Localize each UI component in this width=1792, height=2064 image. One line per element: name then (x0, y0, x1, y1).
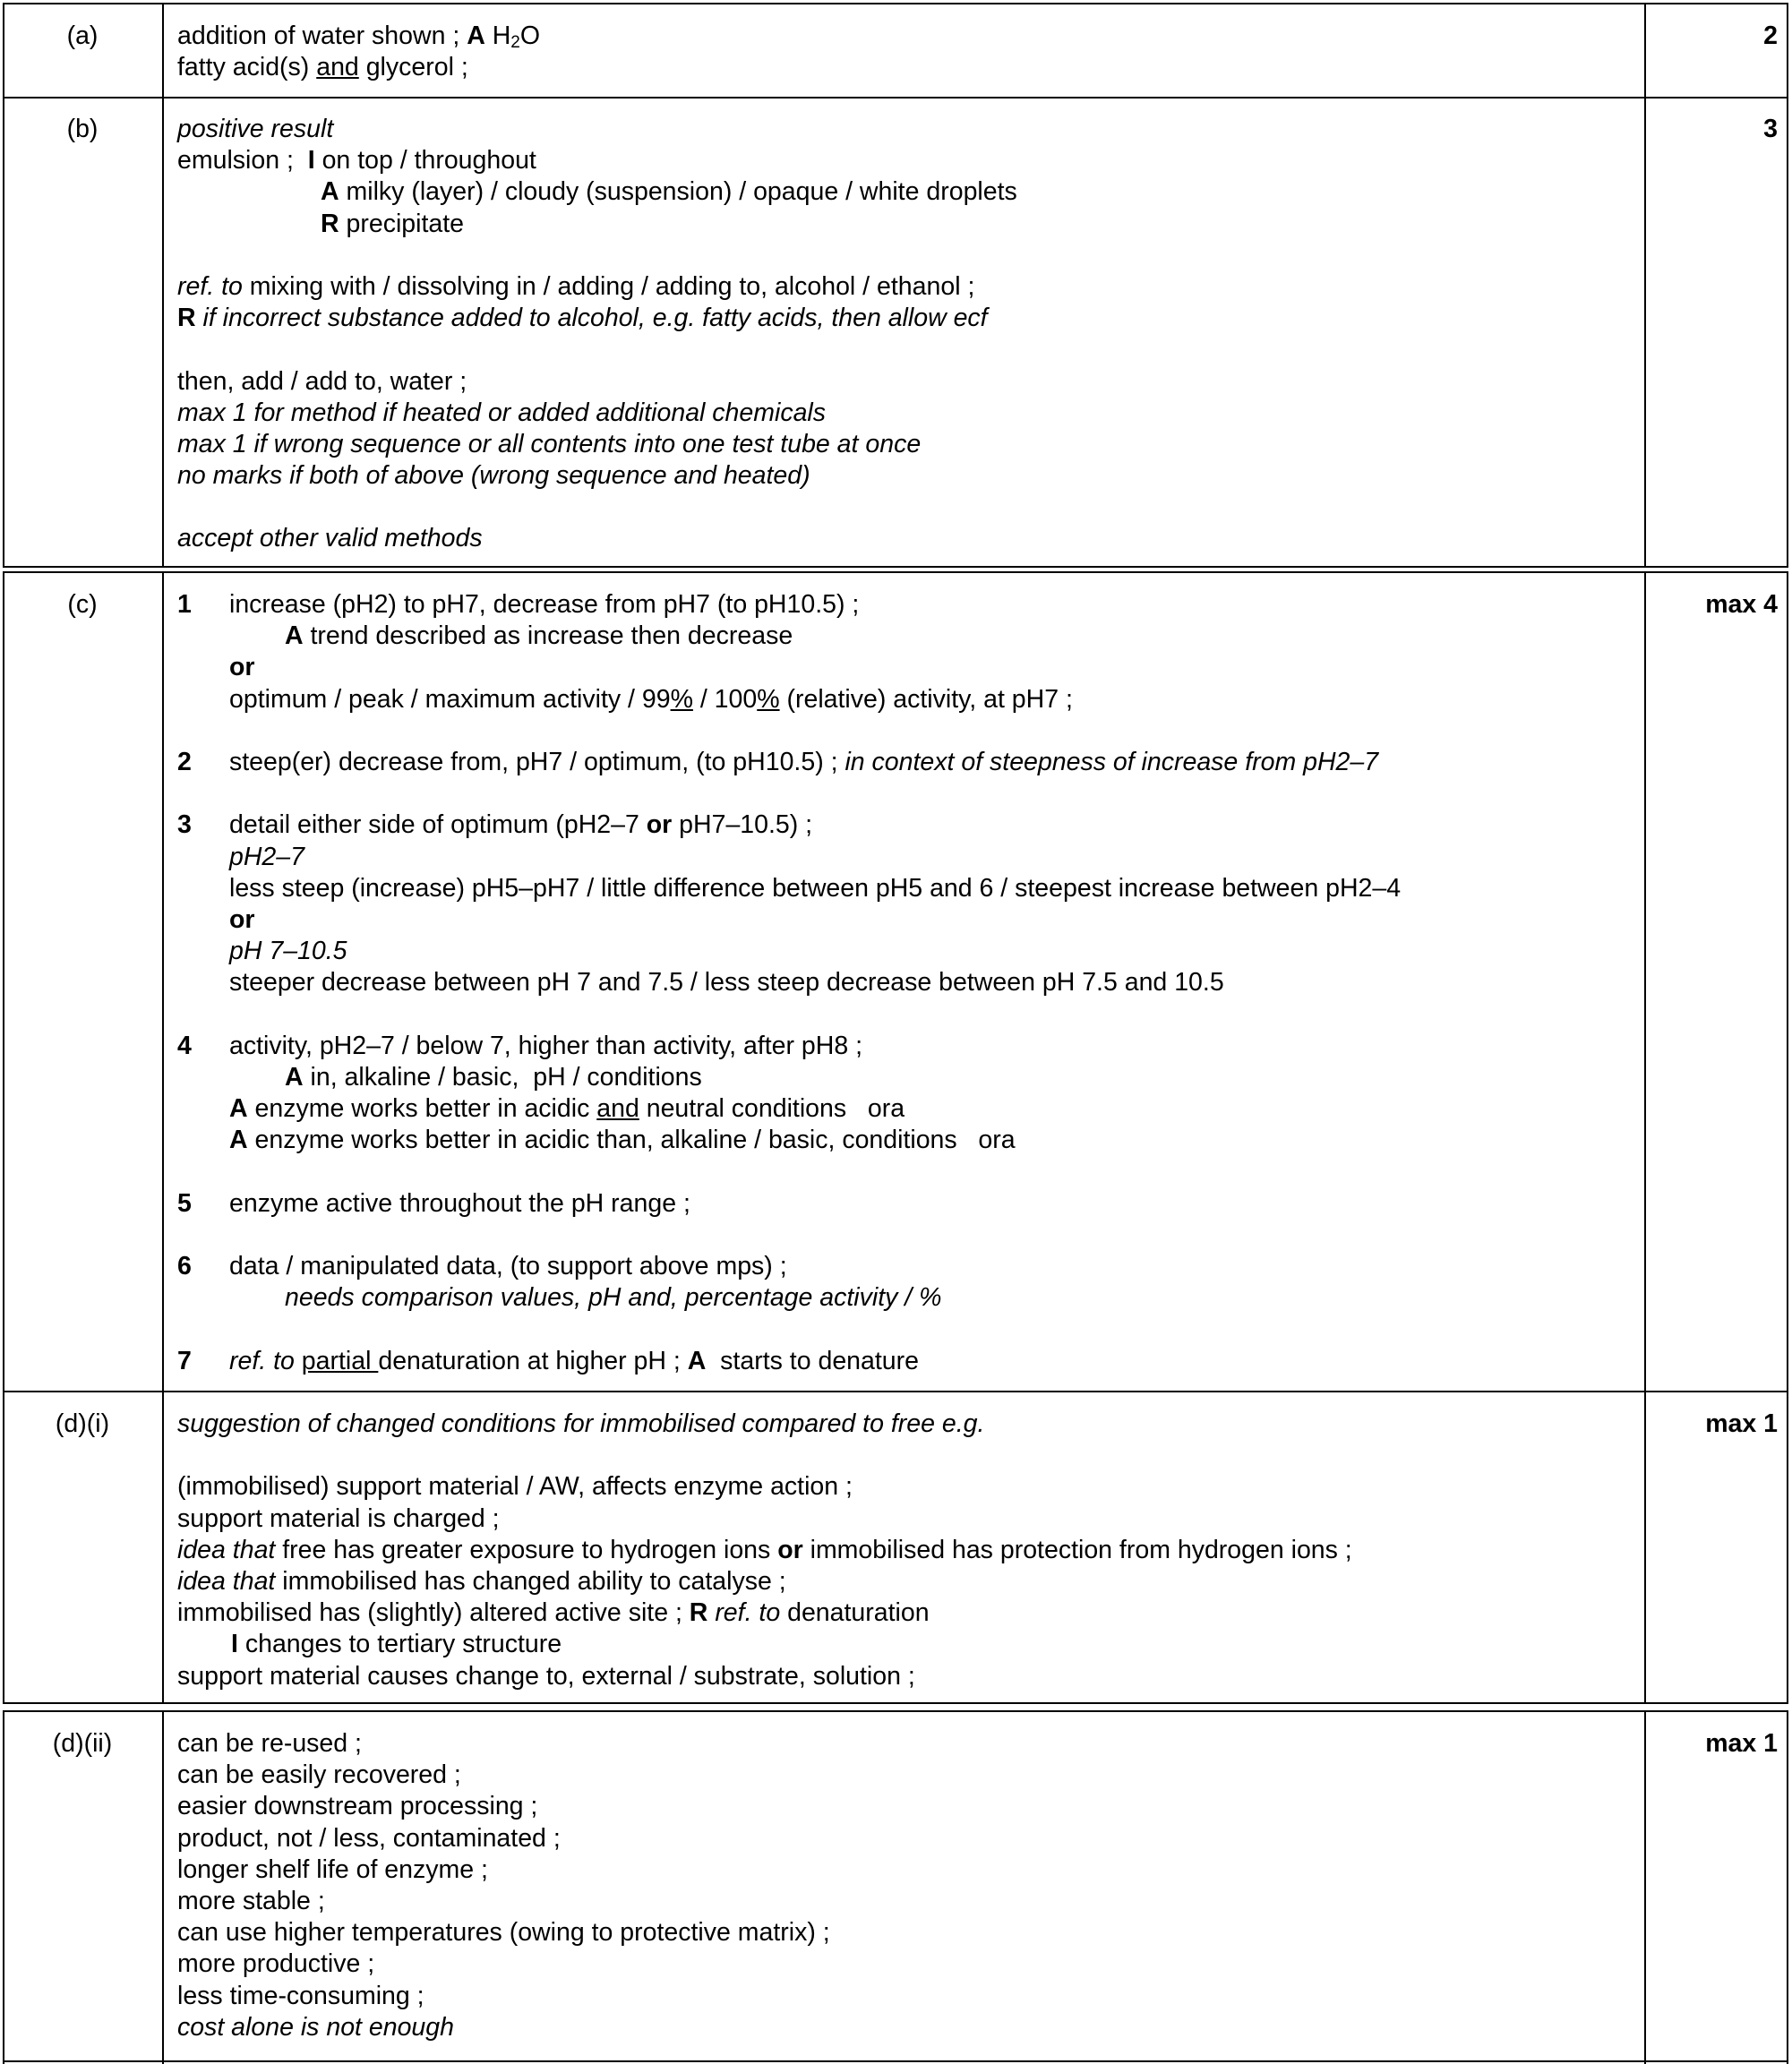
row-label-a: (a) (66, 21, 99, 50)
table-a-b (3, 3, 1788, 568)
table-c-di (3, 571, 1788, 1704)
list-item: can be re-used ; (177, 1729, 362, 1758)
list-item: can use higher temperatures (owing to protective matrix) ; (177, 1918, 830, 1948)
row-label-c: (c) (67, 590, 98, 619)
list-item: longer shelf life of enzyme ; (177, 1854, 488, 1884)
answer-dii (177, 1728, 1637, 2043)
answer-c: 1 increase (pH2) to pH7, decrease from pH7 (to pH10.5) ; A trend described as increase then decrease or optimum / peak / maximum activity / 99% / 100% (relative) activity, at pH7 ; 2 steep(er) decrease from, pH7 / optimum, (to pH10.5) ; in context of steepness of increase from pH2–7 3 detail either side of optimum (pH2–7 or pH7–10.5) ; pH2–7 less steep (increase) pH5–pH7 / little difference between pH5 and 6 / steepest increase between pH2–4 or pH 7–10.5 steeper decrease between pH 7 and 7.5 / less steep decrease between pH 7.5 and 10.5 4 activity, pH2–7 / below 7, higher than activity, after pH8 ; A in, alkaline / basic, pH / conditions A enzyme works better in acidic and neutral conditions ora A enzyme works better in acidic than, alkaline / basic, conditions ora 5 enzyme active throughout the pH range ; 6 data / manipulated data, (to support above mps) ; needs comparison values, pH and, percentage activity / % 7 ref. to partial denaturation at higher pH ; A starts to denature (177, 590, 1402, 1375)
answer-b: positive result emulsion ; I on top / throughout A milky (layer) / cloudy (suspension) / opaque / white droplets R precipitate ref. to mixing with / dissolving in / adding / adding to, alcohol / ethanol ; R if incorrect substance added to alcohol, e.g. fatty acids, then allow ecf then, add / add to, water ; max 1 for method if heated or added additional chemicals max 1 if wrong sequence or all contents into one test tube at once no marks if both of above (wrong sequence and heated) accept other valid methods (177, 115, 1017, 553)
note: cost alone is not enough (177, 2012, 454, 2042)
marks-c: max 4 (1705, 590, 1778, 619)
marks-di: max 1 (1705, 1409, 1778, 1438)
answer-di: suggestion of changed conditions for immobilised compared to free e.g. (immobilised) support material / AW, affects enzyme action ; support material is charged ; idea that free has greater exposure to hydrogen ions or immobilised has protection from hydrogen ions ; idea that immobilised has changed ability to catalyse ; immobilised has (slightly) altered active site ; R ref. to denaturation I changes to tertiary structure support material causes change to, external / substrate, solution ; (177, 1409, 1352, 1691)
list-item: product, not / less, contaminated ; (177, 1823, 561, 1853)
answer-a: addition of water shown ; A $H_2O$ fatty acid(s) and glycerol ; (177, 21, 541, 82)
list-item: less time-consuming ; (177, 1981, 424, 2010)
row-label-b: (b) (66, 115, 99, 143)
marks-a: 2 (1763, 21, 1778, 50)
marks-dii: max 1 (1705, 1729, 1778, 1758)
list-item: more productive ; (177, 1949, 375, 1979)
list-item: easier downstream processing ; (177, 1792, 538, 1821)
row-label-di: (d)(i) (55, 1409, 110, 1438)
row-label-dii: (d)(ii) (52, 1729, 113, 1758)
list-item: more stable ; (177, 1886, 325, 1915)
marks-b: 3 (1763, 115, 1778, 143)
list-item: can be easily recovered ; (177, 1760, 461, 1790)
table-dii (3, 1710, 1788, 2064)
